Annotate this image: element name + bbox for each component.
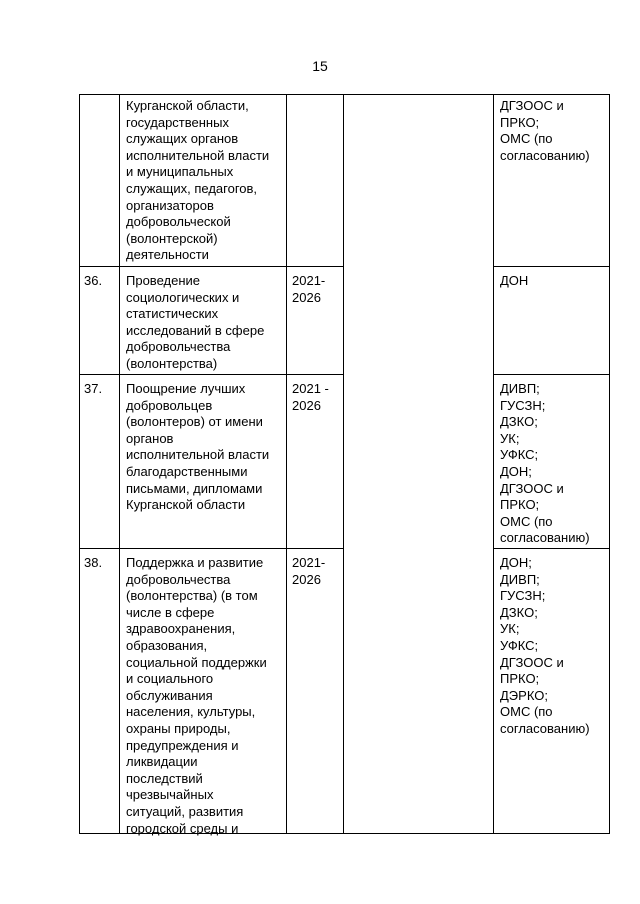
table-border-top [79,94,610,95]
row-divider [493,374,610,375]
table-border-col2 [286,94,287,834]
table-cell-period: 2021- 2026 [292,555,326,587]
table-border-left [79,94,80,834]
table-cell-number: 36. [84,273,103,288]
table-cell-event: Проведение социологических и статистических исследований в сфере добровольчества (волонтерства) [126,273,265,371]
table-border-col4 [493,94,494,834]
row-divider [493,266,610,267]
row-divider [79,266,344,267]
table-cell-responsible: ДОН [500,273,529,288]
table-cell-responsible: ДОН; ДИВП; ГУСЗН; ДЗКО; УК; УФКС; ДГЗООС и ПРКО; ДЭРКО; ОМС (по согласованию) [500,555,590,736]
table-cell-responsible: ДИВП; ГУСЗН; ДЗКО; УК; УФКС; ДОН; ДГЗООС и ПРКО; ОМС (по согласованию) [500,381,590,546]
table-cell-event: Поддержка и развитие добровольчества (волонтерства) (в том числе в сфере здравоохранения, образования, социальной поддержки и социального обслуживания населения, культуры, охраны природы, предупреждения и ликвидации последствий чрезвычайных ситуаций, развития городской среды и [126,555,267,836]
table-cell-responsible: ДГЗООС и ПРКО; ОМС (по согласованию) [500,98,590,163]
row-divider [79,548,344,549]
table-cell-number: 37. [84,381,103,396]
table-cell-event: Курганской области, государственных служащих органов исполнительной власти и муниципальных служащих, педагогов, организаторов добровольческой (волонтерской) деятельности [126,98,270,263]
table-cell-number: 38. [84,555,103,570]
table-border-col1 [119,94,120,834]
row-divider [493,548,610,549]
table-cell-event: Поощрение лучших добровольцев (волонтеров) от имени органов исполнительной власти благодарственными письмами, дипломами Курганской области [126,381,270,513]
table-cell-period: 2021- 2026 [292,273,326,305]
table-cell-period: 2021 - 2026 [292,381,329,413]
table-border-right [609,94,610,834]
events-table [79,94,610,834]
page-number: 15 [312,58,328,74]
row-divider [79,374,344,375]
table-border-col3 [343,94,344,834]
